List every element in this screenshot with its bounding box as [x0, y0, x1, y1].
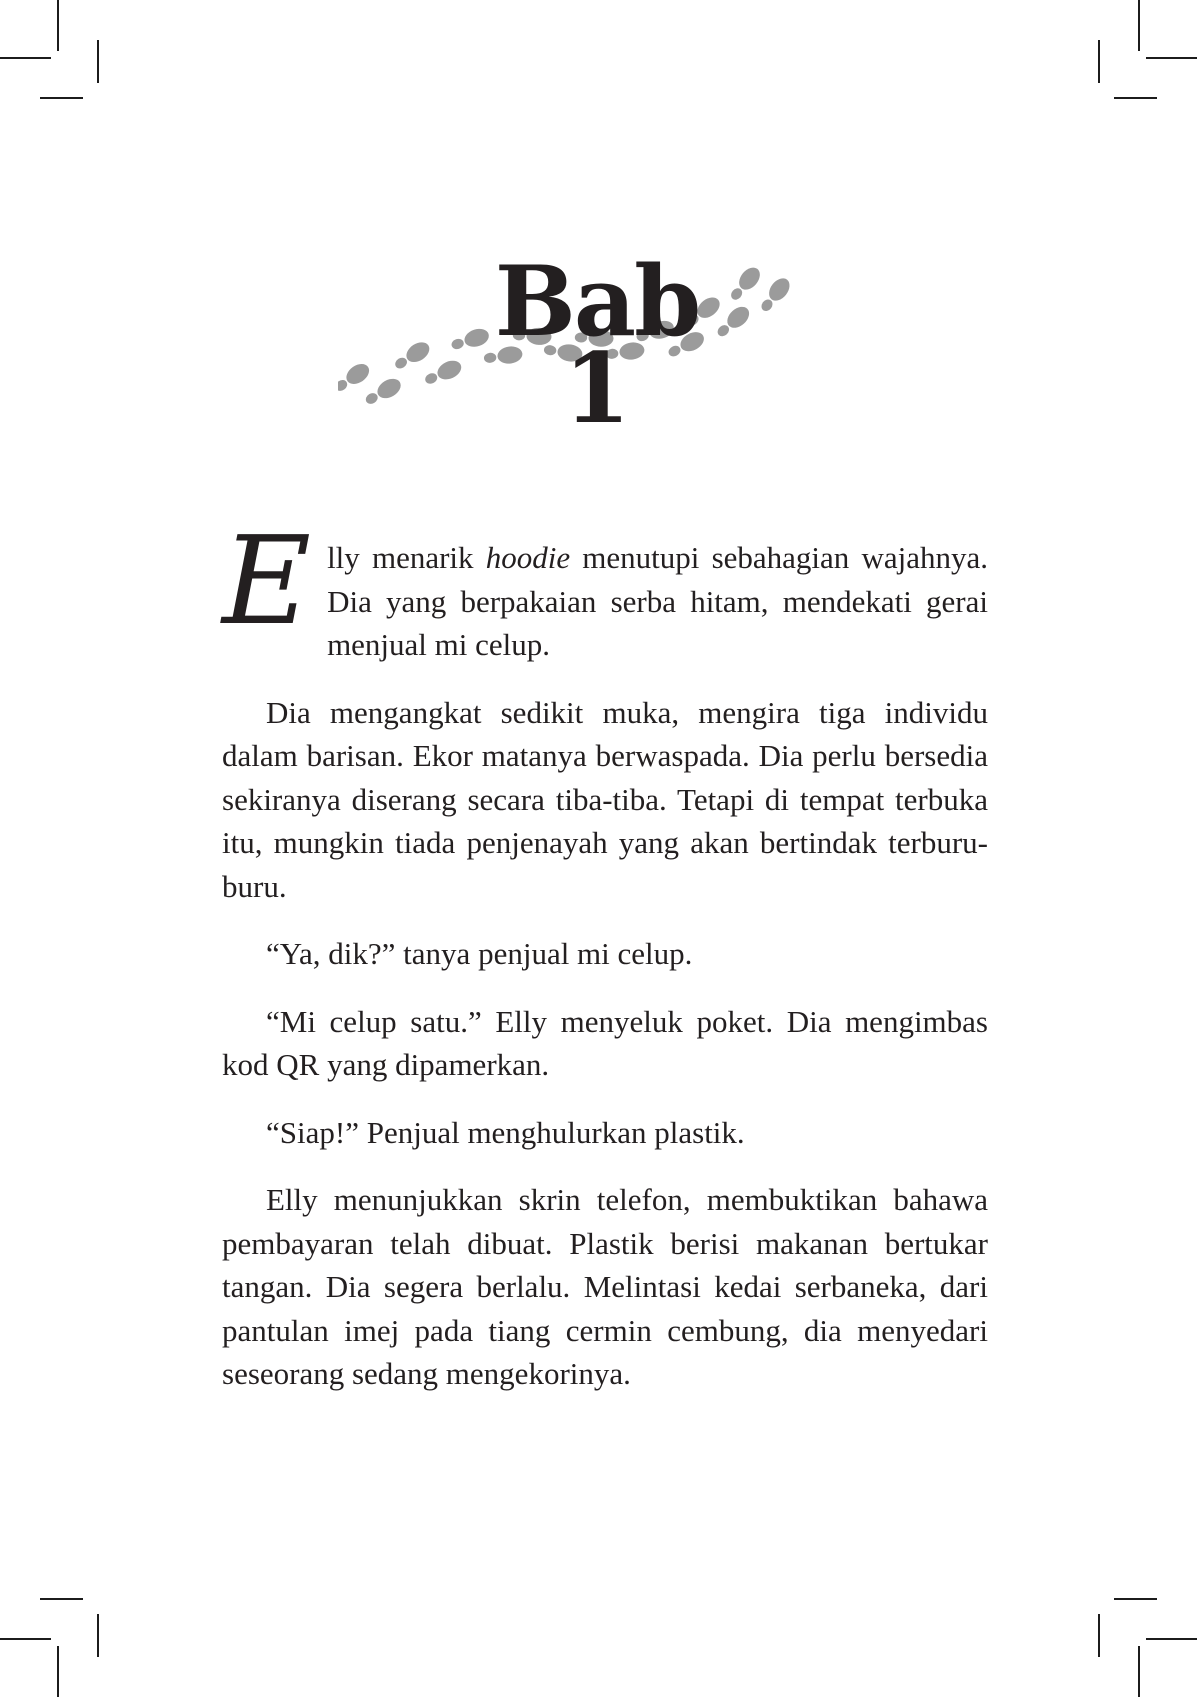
paragraph [222, 1000, 988, 1087]
paragraph [222, 932, 988, 976]
crop-mark [1098, 40, 1100, 83]
paragraph-text: lly menarik [327, 540, 486, 575]
italic-word: hoodie [485, 540, 571, 575]
crop-mark [40, 1598, 83, 1600]
chapter-heading [297, 245, 897, 445]
crop-mark [1138, 1646, 1140, 1697]
crop-mark [1098, 1614, 1100, 1657]
paragraph-text: “Ya, dik?” tanya penjual mi celup. [266, 936, 693, 971]
crop-mark [1114, 97, 1157, 99]
paragraph [222, 1178, 988, 1396]
chapter-number: 1 [563, 332, 631, 445]
crop-mark [0, 57, 51, 59]
crop-mark [40, 97, 83, 99]
crop-mark [57, 1646, 59, 1697]
dropcap-letter: E [222, 510, 312, 652]
paragraph-text: Dia mengangkat sedikit muka, mengira tiga individu dalam barisan. Ekor matanya berwaspada. Dia perlu bersedia sekiranya diserang secara tiba-tiba. Tetapi di tempat terbuka itu, mungkin tiada penjenayah yang akan bertindak terburu-buru. [222, 694, 988, 904]
crop-mark [1146, 1638, 1197, 1640]
paragraph [222, 510, 989, 667]
crop-mark [97, 40, 99, 83]
crop-mark [57, 0, 59, 51]
chapter-label: Bab [494, 245, 700, 358]
paragraph [222, 1111, 988, 1155]
paragraph-text: Elly menunjukkan skrin telefon, membuktikan bahawa pembayaran telah dibuat. Plastik berisi makanan bertukar tangan. Dia segera berlalu. Melintasi kedai serbaneka, dari pantulan imej pada tiang cermin cembung, dia menyedari seseorang sedang mengekorinya. [222, 1182, 988, 1391]
body-text [222, 510, 989, 1420]
paragraph-text: menutupi sebahagian wajahnya. Dia yang berpakaian serba hitam, mendekati gerai menjual mi celup. [327, 540, 989, 662]
crop-mark [1146, 57, 1197, 59]
paragraph [222, 691, 988, 909]
crop-mark [0, 1638, 51, 1640]
crop-mark [1114, 1598, 1157, 1600]
paragraph-text: “Mi celup satu.” Elly menyeluk poket. Dia mengimbas kod QR yang dipamerkan. [222, 1003, 988, 1082]
paragraph-text: “Siap!” Penjual menghulurkan plastik. [266, 1114, 745, 1150]
crop-mark [97, 1614, 99, 1657]
crop-mark [1138, 0, 1140, 51]
